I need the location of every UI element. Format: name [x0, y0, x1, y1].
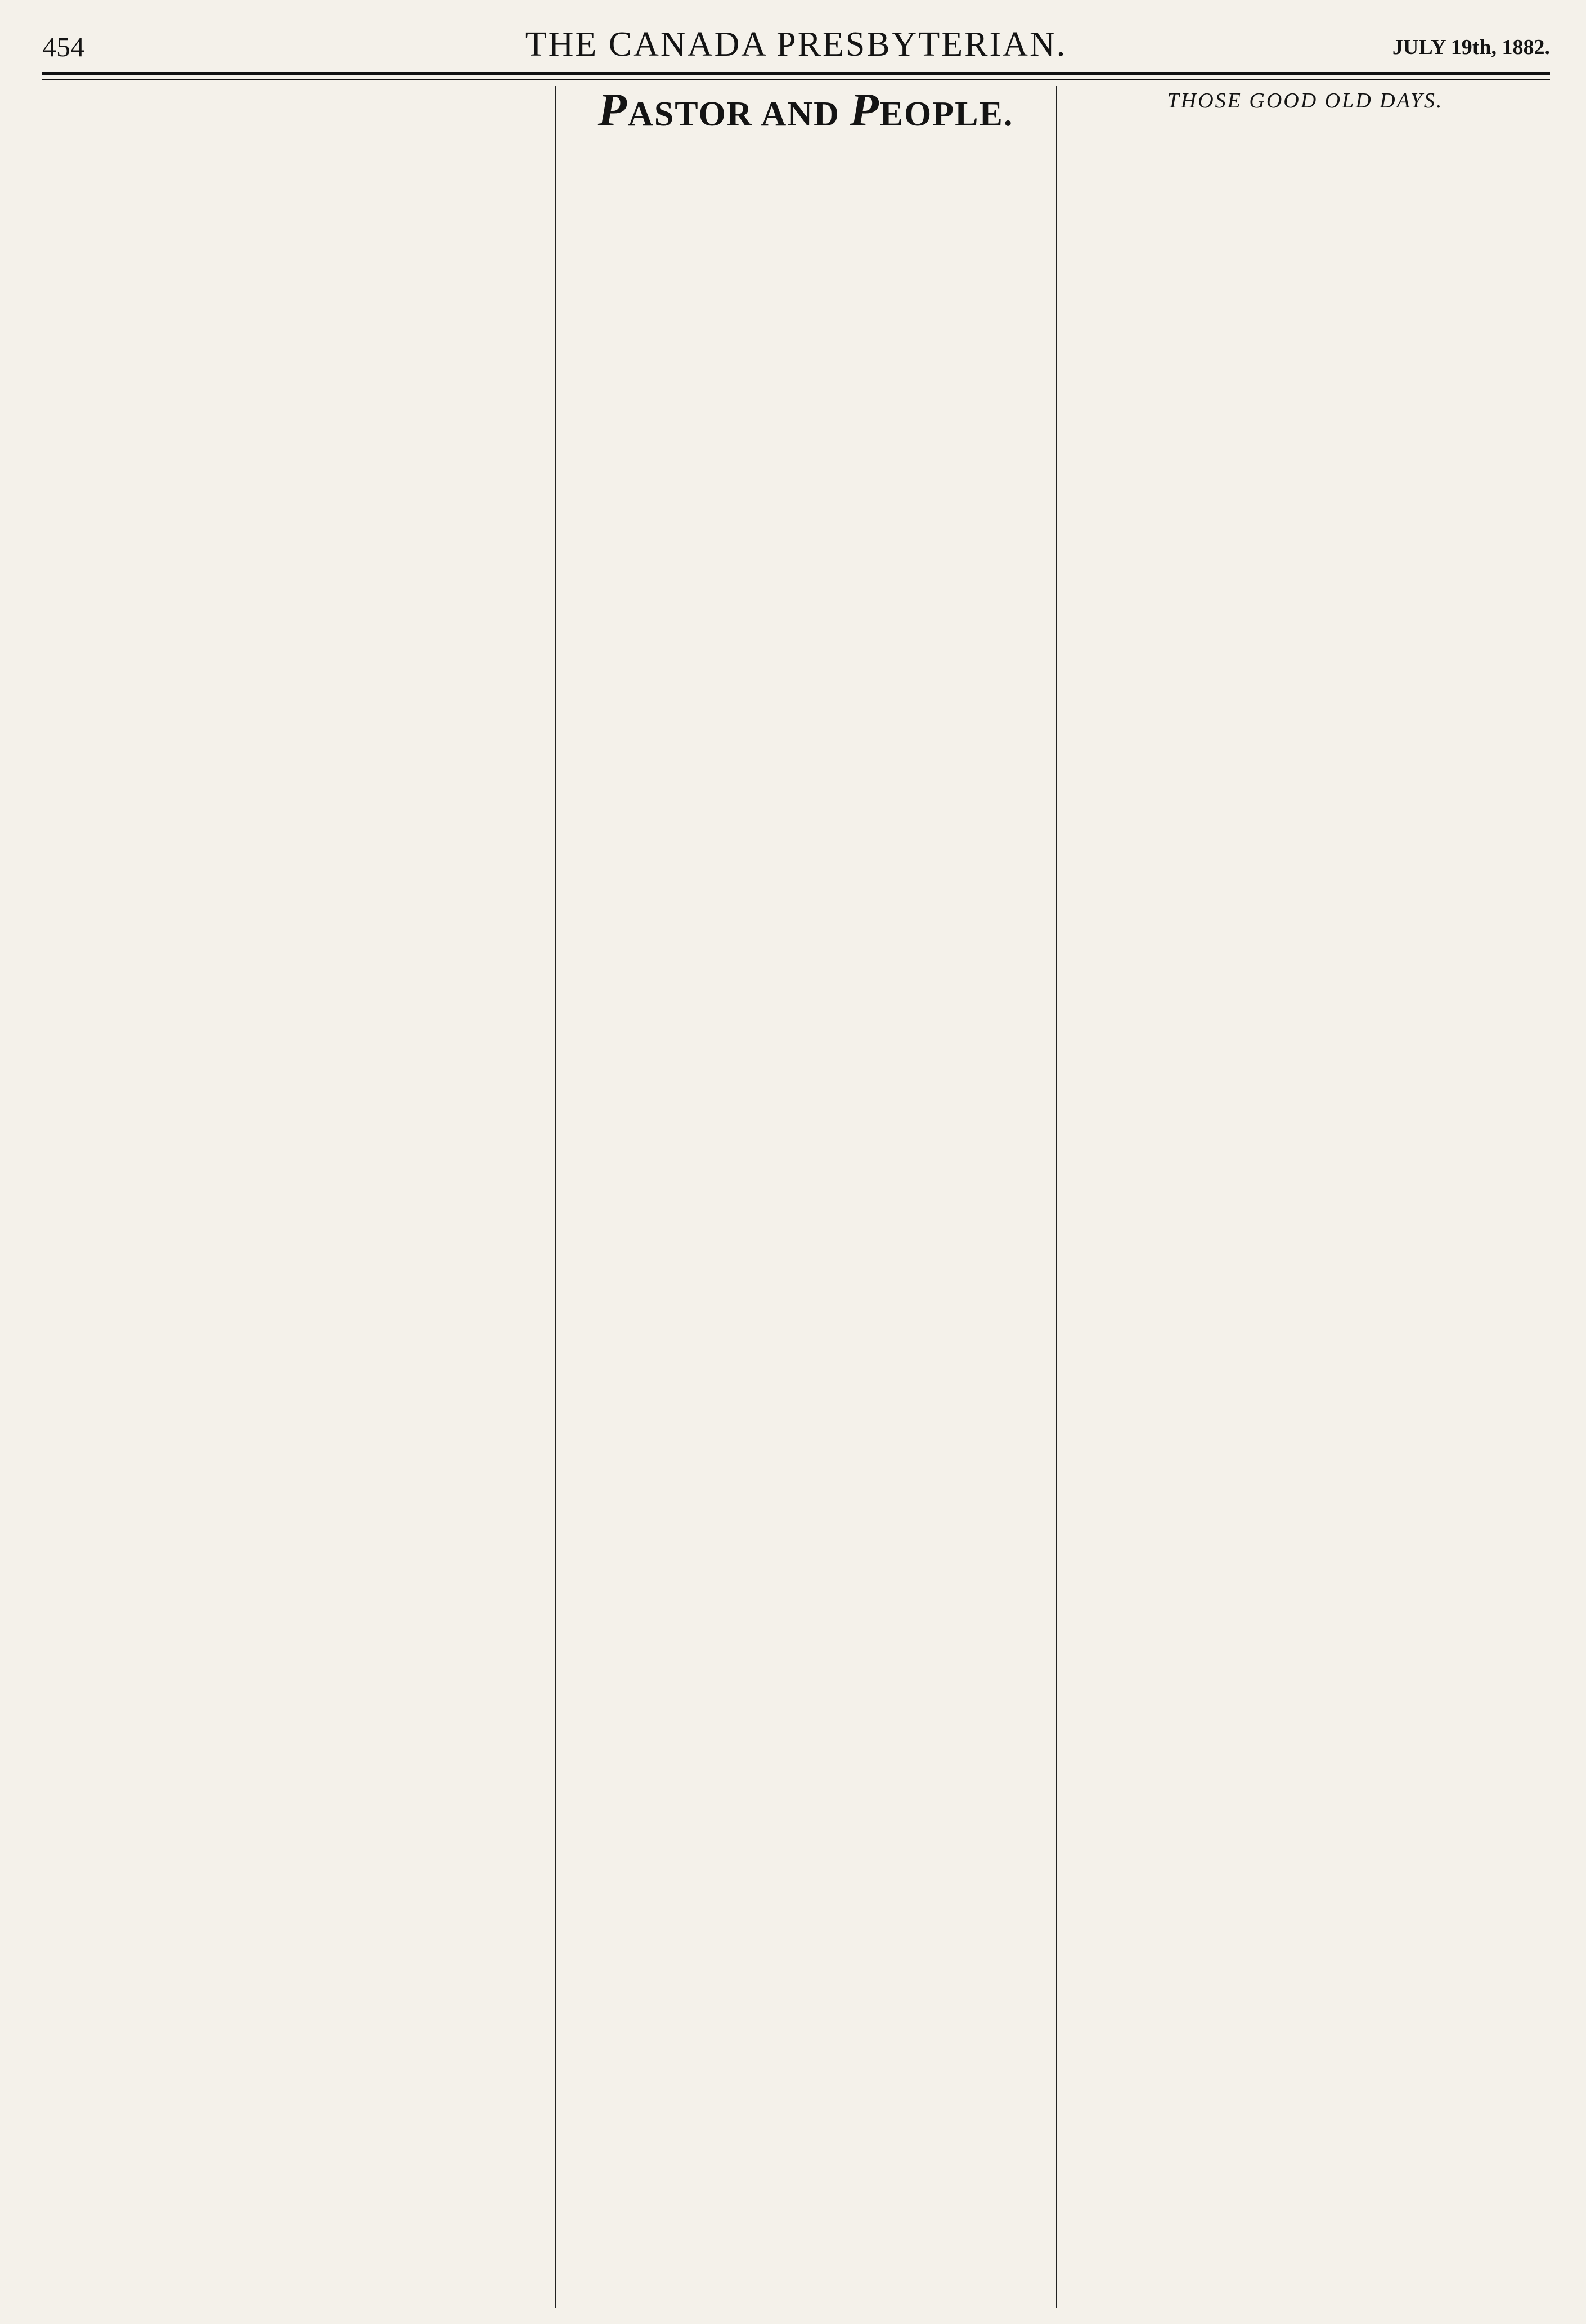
column-divider [555, 86, 556, 2308]
newspaper-title: THE CANADA PRESBYTERIAN. [525, 25, 1067, 64]
masthead [42, 23, 1550, 68]
column-3 [1069, 87, 1542, 2309]
page-number: 454 [42, 31, 84, 62]
issue-date: JULY 19th, 1882. [1392, 35, 1550, 59]
masthead-rule-thick [42, 72, 1550, 75]
department-heading: PASTOR AND PEOPLE. [597, 87, 1014, 136]
column-divider [1056, 86, 1057, 2308]
masthead-rule-thin [42, 79, 1550, 80]
column-1 [66, 87, 539, 2309]
column-2 [569, 87, 1042, 2309]
article-title: THOSE GOOD OLD DAYS. [1167, 89, 1444, 113]
